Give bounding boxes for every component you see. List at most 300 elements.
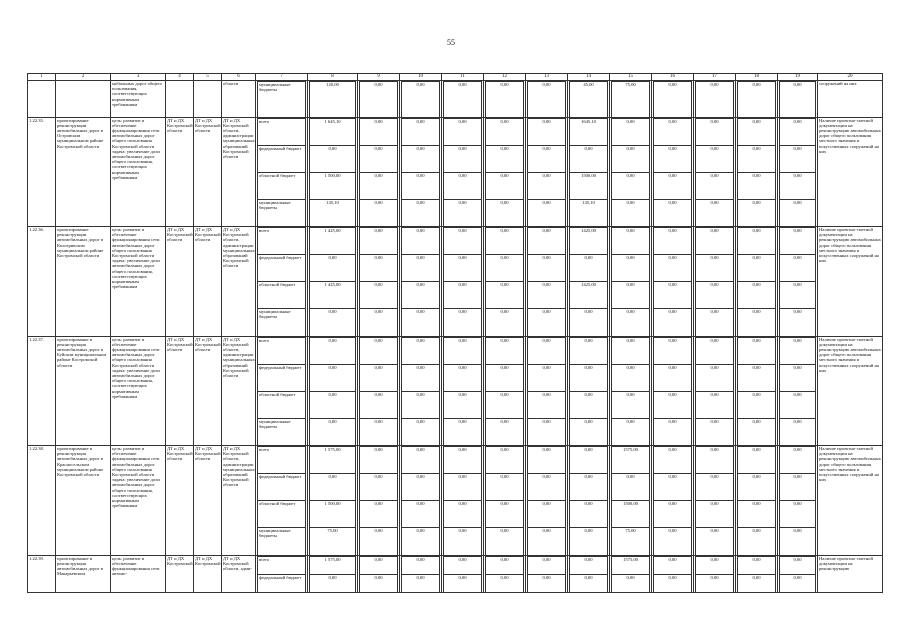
- funding-value: 0,00: [570, 145, 608, 172]
- funding-value: 0,00: [528, 447, 566, 474]
- measure-number: 1.22.39.: [28, 555, 56, 593]
- funding-value: 0,00: [402, 391, 440, 418]
- funding-source-cell: [256, 81, 308, 118]
- header-cell: 14: [568, 74, 610, 81]
- funding-value: 0,00: [696, 282, 734, 309]
- funding-value: 0,00: [444, 474, 482, 501]
- funding-value: 0,00: [654, 199, 692, 226]
- funding-value: 145,10: [570, 199, 608, 226]
- funding-value: 0,00: [528, 391, 566, 418]
- funding-value: 0,00: [654, 228, 692, 255]
- funding-value: 0,00: [486, 474, 524, 501]
- funding-value-cell: [484, 446, 526, 556]
- header-cell: 9: [358, 74, 400, 81]
- header-cell: 8: [308, 74, 358, 81]
- funding-value: 0,00: [402, 255, 440, 282]
- funding-value: 0,00: [696, 556, 734, 574]
- funding-value-cell: [694, 555, 736, 593]
- funding-value: 0,00: [402, 556, 440, 574]
- header-cell: 3: [111, 74, 166, 81]
- funding-value: 145,10: [310, 199, 356, 226]
- funding-value-cell: [358, 117, 400, 227]
- measure-number: 1.22.35.: [28, 117, 56, 227]
- funding-value: 0,00: [780, 282, 816, 309]
- funding-value-cell: [652, 446, 694, 556]
- funding-value: 0,00: [360, 145, 398, 172]
- funding-source-cell: [256, 446, 308, 556]
- header-cell: 1: [28, 74, 56, 81]
- funding-source-label: муниципальные бюджеты: [258, 309, 306, 336]
- funding-value: 0,00: [696, 574, 734, 592]
- funding-value: 0,00: [486, 118, 524, 145]
- funding-value: 0,00: [528, 528, 566, 555]
- funding-value: 0,00: [486, 282, 524, 309]
- funding-value: 0,00: [570, 255, 608, 282]
- funding-value-cell: [568, 81, 610, 118]
- executor-cell: ДТ и ДХ Костромской области: [194, 227, 222, 337]
- funding-source-label: федеральный бюджет: [258, 145, 306, 172]
- funding-value: 0,00: [780, 337, 816, 364]
- funding-value: 0,00: [360, 391, 398, 418]
- funding-value: 0,00: [738, 418, 776, 445]
- funding-value: 0,00: [780, 391, 816, 418]
- funding-value-cell: [610, 81, 652, 118]
- measure-name: [56, 81, 111, 118]
- funding-value-cell: [778, 227, 818, 337]
- funding-value: 0,00: [780, 255, 816, 282]
- executor-cell: ДТ и ДХ Костромской области: [166, 446, 194, 556]
- funding-value-cell: [652, 81, 694, 118]
- expected-result: сооружений на них: [818, 81, 883, 118]
- funding-value: 0,00: [402, 282, 440, 309]
- funding-value: 0,00: [360, 282, 398, 309]
- funding-value: 0,00: [486, 364, 524, 391]
- funding-source-label: областной бюджет: [258, 391, 306, 418]
- measure-row: [28, 117, 883, 227]
- funding-value-cell: [568, 227, 610, 337]
- funding-value: 0,00: [402, 447, 440, 474]
- funding-value-cell: [400, 446, 442, 556]
- funding-value-cell: [400, 555, 442, 593]
- funding-value: 0,00: [310, 255, 356, 282]
- funding-value-cell: [358, 227, 400, 337]
- program-measures-table: [27, 73, 883, 593]
- funding-value: 0,00: [310, 574, 356, 592]
- funding-value: 0,00: [444, 364, 482, 391]
- funding-value: 45,00: [570, 82, 608, 117]
- measure-number: [28, 81, 56, 118]
- funding-value: 75,00: [612, 82, 650, 117]
- funding-value: 1575,00: [612, 556, 650, 574]
- funding-value-cell: [652, 555, 694, 593]
- measure-goal: цель: развитие и обеспечение функционирования сети автомобильных дорог общего пользования Костромской области задача: увеличение доли автомобильных дорог общего пользования, соответствующих нормативным требованиям: [111, 446, 166, 556]
- funding-value-cell: [308, 81, 358, 118]
- funding-value: 0,00: [528, 255, 566, 282]
- funding-value: 0,00: [612, 364, 650, 391]
- funding-value: 0,00: [780, 364, 816, 391]
- header-cell: 7: [256, 74, 308, 81]
- funding-value: 0,00: [528, 309, 566, 336]
- funding-value: 0,00: [360, 364, 398, 391]
- funding-value: 0,00: [444, 172, 482, 199]
- funding-source-label: муниципальные бюджеты: [258, 199, 306, 226]
- funding-value: 0,00: [738, 199, 776, 226]
- funding-source-label: муниципальные бюджеты: [258, 82, 306, 117]
- funding-value: 0,00: [360, 574, 398, 592]
- funding-value: 0,00: [654, 309, 692, 336]
- funding-value: 0,00: [444, 418, 482, 445]
- funding-value-cell: [358, 446, 400, 556]
- funding-value: 0,00: [780, 474, 816, 501]
- funding-value: 0,00: [486, 82, 524, 117]
- funding-value: 0,00: [486, 199, 524, 226]
- funding-value: 0,00: [612, 172, 650, 199]
- funding-value-cell: [736, 81, 778, 118]
- funding-value: 0,00: [780, 556, 816, 574]
- funding-source-label: областной бюджет: [258, 172, 306, 199]
- funding-value: 0,00: [402, 118, 440, 145]
- funding-value: 0,00: [528, 418, 566, 445]
- funding-value: 0,00: [654, 418, 692, 445]
- funding-value: 1 575,00: [310, 447, 356, 474]
- funding-value: 0,00: [360, 501, 398, 528]
- funding-value: 0,00: [780, 574, 816, 592]
- funding-value-cell: [308, 227, 358, 337]
- funding-value: 0,00: [444, 282, 482, 309]
- funding-value-cell: [526, 446, 568, 556]
- funding-value-cell: [652, 117, 694, 227]
- funding-value-cell: [442, 227, 484, 337]
- funding-value-cell: [778, 336, 818, 446]
- funding-value: 0,00: [360, 118, 398, 145]
- funding-value-cell: [694, 336, 736, 446]
- funding-value: 0,00: [612, 228, 650, 255]
- executor-cell: [166, 81, 194, 118]
- funding-value: 0,00: [486, 172, 524, 199]
- funding-source-label: муниципальные бюджеты: [258, 528, 306, 555]
- funding-value: 0,00: [696, 501, 734, 528]
- header-cell: 16: [652, 74, 694, 81]
- funding-value: 0,00: [738, 255, 776, 282]
- funding-value: 0,00: [780, 528, 816, 555]
- funding-source-cell: [256, 555, 308, 593]
- funding-value: 0,00: [654, 145, 692, 172]
- header-cell: 13: [526, 74, 568, 81]
- executor-cell: ДТ и ДХ Костромской области: [194, 446, 222, 556]
- funding-value: 0,00: [738, 474, 776, 501]
- funding-value: 0,00: [310, 391, 356, 418]
- funding-value: 0,00: [444, 337, 482, 364]
- funding-value: 0,00: [696, 118, 734, 145]
- funding-value: 0,00: [444, 82, 482, 117]
- funding-value: 0,00: [402, 528, 440, 555]
- funding-value: 0,00: [360, 82, 398, 117]
- executor-cell: ДТ и ДХ Костромской области: [194, 336, 222, 446]
- funding-value-cell: [400, 336, 442, 446]
- funding-value: 0,00: [528, 118, 566, 145]
- funding-value: 0,00: [738, 309, 776, 336]
- funding-value: 0,00: [444, 391, 482, 418]
- funding-value: 0,00: [528, 282, 566, 309]
- funding-value: 0,00: [612, 199, 650, 226]
- funding-value: 0,00: [528, 82, 566, 117]
- funding-value: 0,00: [696, 172, 734, 199]
- expected-result: Наличие проектно-сметной документации на реконструкцию: [818, 555, 883, 593]
- header-cell: 18: [736, 74, 778, 81]
- funding-value-cell: [778, 81, 818, 118]
- funding-value-cell: [610, 227, 652, 337]
- funding-value-cell: [308, 117, 358, 227]
- funding-value: 0,00: [696, 309, 734, 336]
- funding-value: 0,00: [654, 82, 692, 117]
- funding-value: 0,00: [486, 418, 524, 445]
- funding-value: 0,00: [528, 556, 566, 574]
- funding-value: 0,00: [360, 556, 398, 574]
- funding-value: 0,00: [780, 118, 816, 145]
- funding-value-cell: [610, 446, 652, 556]
- header-cell: 17: [694, 74, 736, 81]
- funding-value: 1500,00: [612, 501, 650, 528]
- header-cell: 20: [818, 74, 883, 81]
- funding-value: 0,00: [402, 172, 440, 199]
- funding-value: 0,00: [310, 309, 356, 336]
- funding-value-cell: [526, 336, 568, 446]
- funding-value: 0,00: [360, 474, 398, 501]
- measure-row: [28, 555, 883, 593]
- funding-value: 0,00: [654, 528, 692, 555]
- funding-value: 0,00: [310, 474, 356, 501]
- funding-value-cell: [652, 227, 694, 337]
- funding-value-cell: [568, 446, 610, 556]
- participant-cell: ДТ и ДХ Костромской области, администрации муниципальных образований Костромской области: [222, 336, 256, 446]
- funding-value: 0,00: [696, 447, 734, 474]
- funding-value: 0,00: [780, 418, 816, 445]
- participant-cell: ДТ и ДХ Костромской области, адми-: [222, 555, 256, 593]
- funding-value: 0,00: [486, 528, 524, 555]
- measure-number: 1.22.36.: [28, 227, 56, 337]
- executor-cell: ДТ и ДХ Костромской области: [194, 117, 222, 227]
- funding-value: 0,00: [570, 501, 608, 528]
- funding-value: 0,00: [654, 574, 692, 592]
- funding-value-cell: [736, 555, 778, 593]
- funding-value: 1645,10: [570, 118, 608, 145]
- funding-value: 0,00: [738, 574, 776, 592]
- funding-value: 0,00: [486, 501, 524, 528]
- funding-value: 0,00: [570, 418, 608, 445]
- funding-value-cell: [736, 446, 778, 556]
- funding-value-cell: [442, 81, 484, 118]
- funding-value: 0,00: [486, 556, 524, 574]
- funding-value-cell: [526, 117, 568, 227]
- measure-number: 1.22.37.: [28, 336, 56, 446]
- funding-value-cell: [484, 336, 526, 446]
- funding-value: 0,00: [444, 309, 482, 336]
- funding-value-cell: [568, 336, 610, 446]
- funding-value: 0,00: [528, 501, 566, 528]
- funding-value: 0,00: [444, 255, 482, 282]
- funding-value: 0,00: [528, 574, 566, 592]
- executor-cell: ДТ и ДХ Костромской области: [166, 336, 194, 446]
- funding-value-cell: [358, 81, 400, 118]
- measure-goal: цель: развитие и обеспечение функционирования сети автомобильных дорог общего пользования Костромской области задача: увеличение доли автомобильных дорог общего пользования, соответствующих нормативным требованиям: [111, 227, 166, 337]
- measure-name: проектирование реконструкции автомобильных дорог в Кологривском муниципальном районе Костромской области: [56, 227, 111, 337]
- header-cell: 5: [194, 74, 222, 81]
- funding-value-cell: [442, 446, 484, 556]
- participant-cell: ДТ и ДХ Костромской области, администрации муниципальных образований Костромской области: [222, 446, 256, 556]
- funding-value: 0,00: [486, 574, 524, 592]
- funding-value: 0,00: [360, 255, 398, 282]
- funding-value: 1 575,00: [310, 556, 356, 574]
- funding-value: 0,00: [570, 364, 608, 391]
- funding-value-cell: [736, 117, 778, 227]
- funding-value: 0,00: [444, 501, 482, 528]
- funding-value: 0,00: [696, 528, 734, 555]
- funding-value: 1 425,00: [310, 282, 356, 309]
- expected-result: Наличие проектно-сметной документации на реконструкцию автомобильных дорог общего пользования местного значения и искусственных сооружений на них: [818, 117, 883, 227]
- funding-value: 0,00: [486, 255, 524, 282]
- measure-goal: цель: развитие и обеспечение функционирования сети автомобильных дорог общего пользования Костромской области задача: увеличение доли автомобильных дорог общего пользования, соответствующих нормативным требованиям: [111, 117, 166, 227]
- funding-value: 0,00: [738, 282, 776, 309]
- funding-value: 0,00: [402, 418, 440, 445]
- funding-value: 0,00: [444, 447, 482, 474]
- funding-source-cell: [256, 227, 308, 337]
- funding-value: 0,00: [402, 309, 440, 336]
- funding-value: 0,00: [780, 172, 816, 199]
- funding-value: 0,00: [444, 556, 482, 574]
- funding-value: 0,00: [360, 337, 398, 364]
- measure-number: 1.22.38.: [28, 446, 56, 556]
- funding-value-cell: [442, 117, 484, 227]
- funding-value: 1 500,00: [310, 501, 356, 528]
- funding-value-cell: [308, 446, 358, 556]
- funding-value-cell: [736, 227, 778, 337]
- funding-value: 0,00: [612, 282, 650, 309]
- funding-source-label: всего: [258, 556, 306, 574]
- page-number: 55: [447, 38, 455, 47]
- funding-value: 0,00: [402, 82, 440, 117]
- funding-value: 0,00: [612, 391, 650, 418]
- header-cell: 19: [778, 74, 818, 81]
- measure-row: [28, 81, 883, 118]
- funding-value: 0,00: [738, 82, 776, 117]
- funding-value-cell: [736, 336, 778, 446]
- funding-value: 0,00: [360, 309, 398, 336]
- funding-value: 0,00: [654, 255, 692, 282]
- funding-value: 0,00: [738, 556, 776, 574]
- funding-value: 0,00: [310, 418, 356, 445]
- funding-value: 1 645,10: [310, 118, 356, 145]
- funding-value: 0,00: [696, 228, 734, 255]
- funding-value: 1500,00: [570, 172, 608, 199]
- funding-value-cell: [400, 117, 442, 227]
- funding-value: 0,00: [696, 82, 734, 117]
- funding-source-label: всего: [258, 118, 306, 145]
- funding-value-cell: [778, 555, 818, 593]
- funding-value: 0,00: [402, 574, 440, 592]
- funding-value-cell: [568, 555, 610, 593]
- funding-value: 0,00: [528, 474, 566, 501]
- funding-value: 0,00: [570, 474, 608, 501]
- funding-source-label: федеральный бюджет: [258, 474, 306, 501]
- header-cell: 4: [166, 74, 194, 81]
- funding-value: 0,00: [360, 228, 398, 255]
- funding-value: 0,00: [654, 172, 692, 199]
- funding-value-cell: [358, 555, 400, 593]
- funding-value: 0,00: [738, 337, 776, 364]
- header-cell: 2: [56, 74, 111, 81]
- funding-value-cell: [400, 227, 442, 337]
- funding-value: 0,00: [654, 337, 692, 364]
- funding-value: 0,00: [780, 309, 816, 336]
- funding-value: 0,00: [528, 228, 566, 255]
- funding-value-cell: [694, 227, 736, 337]
- funding-value: 0,00: [486, 391, 524, 418]
- funding-value-cell: [778, 117, 818, 227]
- funding-value: 0,00: [310, 364, 356, 391]
- funding-value: 0,00: [402, 145, 440, 172]
- funding-value: 1425,00: [570, 282, 608, 309]
- funding-value-cell: [568, 117, 610, 227]
- funding-value: 0,00: [444, 228, 482, 255]
- funding-value: 0,00: [528, 145, 566, 172]
- funding-value-cell: [358, 336, 400, 446]
- funding-value: 0,00: [780, 145, 816, 172]
- funding-source-label: муниципальные бюджеты: [258, 418, 306, 445]
- header-cell: 11: [442, 74, 484, 81]
- funding-value: 0,00: [696, 364, 734, 391]
- funding-value-cell: [442, 336, 484, 446]
- funding-value: 0,00: [612, 574, 650, 592]
- funding-value: 0,00: [738, 118, 776, 145]
- header-cell: 15: [610, 74, 652, 81]
- funding-value-cell: [610, 117, 652, 227]
- funding-value: 0,00: [696, 418, 734, 445]
- funding-value-cell: [484, 227, 526, 337]
- funding-value: 0,00: [696, 255, 734, 282]
- funding-value: 0,00: [570, 556, 608, 574]
- funding-value-cell: [484, 555, 526, 593]
- measure-name: проектирование и реконструкция автомобильных дорог в Красносельском муниципальном районе Костромской области: [56, 446, 111, 556]
- funding-value: 0,00: [780, 447, 816, 474]
- funding-value: 0,00: [780, 82, 816, 117]
- funding-value: 0,00: [654, 364, 692, 391]
- funding-value: 0,00: [738, 447, 776, 474]
- measure-row: [28, 446, 883, 556]
- participant-cell: ДТ и ДХ Костромской области, администрации муниципальных образований Костромской области: [222, 117, 256, 227]
- funding-value: 0,00: [738, 364, 776, 391]
- funding-value: 0,00: [486, 145, 524, 172]
- funding-value: 0,00: [654, 474, 692, 501]
- funding-source-label: всего: [258, 337, 306, 364]
- measure-name: проектирование и реконструкция автомобильных дорог в Буйском муниципальном районе Костромской области: [56, 336, 111, 446]
- funding-value-cell: [484, 81, 526, 118]
- funding-value: 0,00: [738, 228, 776, 255]
- funding-value: 0,00: [570, 574, 608, 592]
- funding-value: 0,00: [360, 418, 398, 445]
- funding-value: 0,00: [360, 447, 398, 474]
- funding-value: 0,00: [696, 199, 734, 226]
- funding-value: 0,00: [738, 172, 776, 199]
- executor-cell: ДТ и ДХ Костромской области: [166, 227, 194, 337]
- funding-value: 0,00: [612, 255, 650, 282]
- funding-source-label: федеральный бюджет: [258, 255, 306, 282]
- funding-value-cell: [526, 227, 568, 337]
- funding-value: 0,00: [402, 337, 440, 364]
- funding-value: 0,00: [570, 447, 608, 474]
- executor-cell: ДТ и ДХ Костромской области: [166, 117, 194, 227]
- header-row: [28, 74, 883, 81]
- funding-value: 0,00: [612, 145, 650, 172]
